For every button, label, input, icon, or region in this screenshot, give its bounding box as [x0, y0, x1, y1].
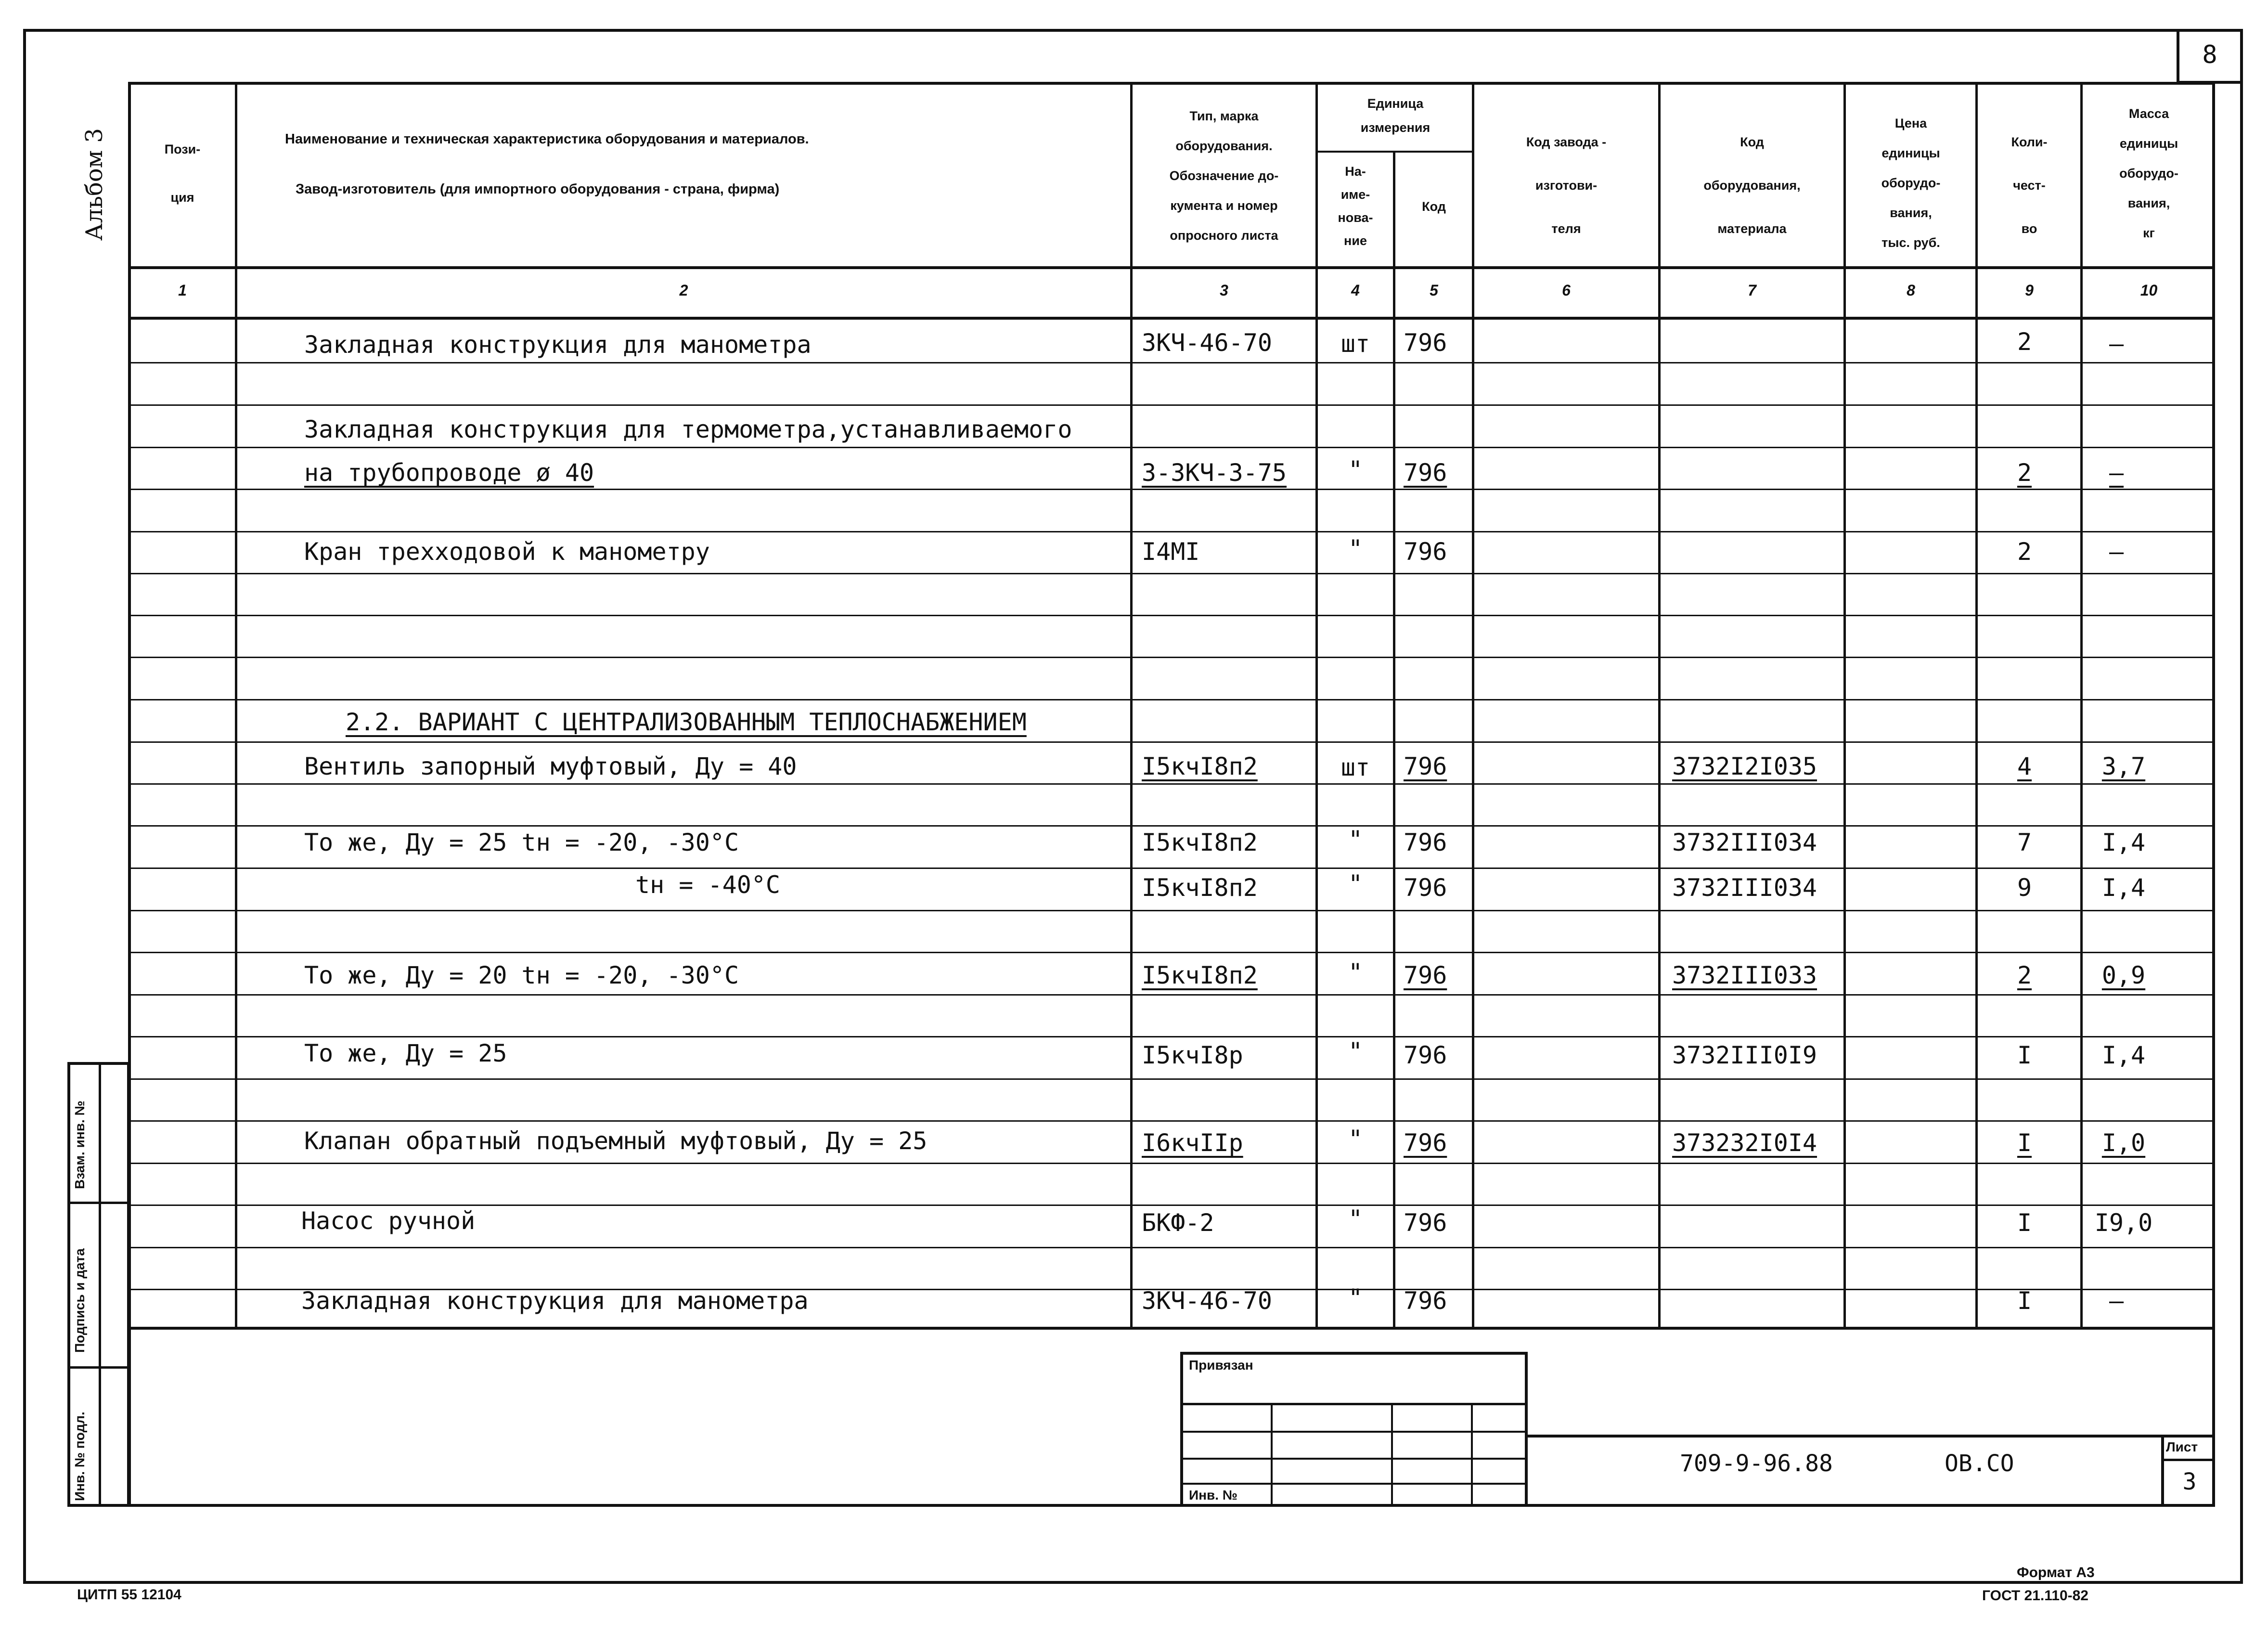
item-mass: 0,9 [2101, 961, 2146, 989]
col-number: 3 [1220, 282, 1228, 299]
item-unit-code: 796 [1404, 961, 1447, 989]
item-name: Насос ручной [301, 1207, 476, 1235]
col-number: 6 [1562, 282, 1571, 299]
item-name: Вентиль запорный муфтовый, Ду = 40 [304, 752, 797, 780]
item-unit-code: 796 [1404, 538, 1447, 566]
item-mass: – [2109, 1287, 2124, 1315]
item-qty: I [2017, 1041, 2032, 1069]
inv-no-label: Инв. № [1189, 1488, 1238, 1502]
item-type: БКФ-2 [1142, 1209, 1214, 1237]
item-material-code: 3732III034 [1672, 874, 1817, 902]
album-label: Альбом 3 [81, 128, 108, 241]
item-material-code: 3732I2I035 [1672, 752, 1817, 780]
item-mass: I,4 [2101, 1041, 2146, 1069]
col-number: 8 [1907, 282, 1915, 299]
item-unit: " [1348, 958, 1363, 986]
item-type: I5кчI8п2 [1142, 829, 1258, 856]
item-type: I4MI [1142, 538, 1200, 566]
header-unit-group: Единица измерения [1360, 96, 1430, 135]
item-name: То же, Ду = 20 tн = -20, -30°C [304, 961, 739, 989]
col-number: 7 [1748, 282, 1756, 299]
col-number: 5 [1430, 282, 1438, 299]
item-unit: шт [1340, 753, 1370, 781]
item-type: I5кчI8п2 [1142, 752, 1258, 780]
item-unit: шт [1340, 330, 1370, 358]
item-unit-code: 796 [1404, 459, 1447, 487]
item-unit: " [1348, 456, 1363, 484]
header-mass: Масса единицы оборудо- вания, кг [2119, 106, 2178, 240]
item-unit-code: 796 [1404, 874, 1447, 902]
item-type: I5кчI8р [1142, 1041, 1243, 1069]
document-suffix: ОВ.СО [1945, 1450, 2014, 1477]
item-qty: 4 [2017, 752, 2032, 780]
item-mass: I9,0 [2094, 1209, 2153, 1237]
item-material-code: 3732III0I9 [1672, 1041, 1817, 1069]
item-material-code: 373232I0I4 [1672, 1129, 1817, 1157]
item-qty: I [2017, 1287, 2032, 1315]
sheet-number-top: 8 [2202, 40, 2217, 69]
item-name: То же, Ду = 25 [304, 1039, 507, 1067]
item-name: Закладная конструкция для термометра,устанавливаемого [304, 415, 1072, 443]
item-mass: – [2109, 459, 2124, 487]
linked-label: Привязан [1189, 1358, 1253, 1373]
item-unit: " [1348, 535, 1363, 563]
item-mass: I,4 [2101, 829, 2146, 856]
item-unit: " [1348, 826, 1363, 854]
item-unit: " [1348, 1284, 1363, 1312]
footer-format: Формат А3 [2017, 1565, 2095, 1580]
header-type: Тип, марка оборудования. Обозначение до- кумента и номер опросного листа [1169, 109, 1279, 243]
item-qty: 2 [2017, 538, 2032, 566]
item-qty: 9 [2017, 874, 2032, 902]
item-mass: 3,7 [2101, 752, 2146, 780]
col-number: 2 [679, 282, 688, 299]
item-qty: 2 [2017, 328, 2032, 356]
item-name: Кран трехходовой к манометру [304, 538, 710, 566]
item-name: на трубопроводе ø 40 [304, 459, 594, 487]
item-name: То же, Ду = 25 tн = -20, -30°C [304, 829, 739, 856]
item-unit-code: 796 [1404, 752, 1447, 780]
item-unit: " [1348, 1037, 1363, 1065]
item-name: Закладная конструкция для манометра [304, 331, 812, 359]
item-qty: I [2017, 1209, 2032, 1237]
sheet-value: 3 [2182, 1468, 2197, 1495]
item-unit: " [1348, 1125, 1363, 1153]
item-unit-code: 796 [1404, 1287, 1447, 1315]
header-name-line1: Наименование и техническая характеристика оборудования и материалов. [285, 131, 809, 147]
header-unit-code: Код [1422, 199, 1446, 214]
col-number: 4 [1351, 282, 1360, 299]
item-qty: 2 [2017, 459, 2032, 487]
col-number: 9 [2025, 282, 2034, 299]
item-material-code: 3732III034 [1672, 829, 1817, 856]
item-unit-code: 796 [1404, 1129, 1447, 1157]
item-type: 3-ЗКЧ-3-75 [1142, 459, 1287, 487]
item-name: Клапан обратный подъемный муфтовый, Ду = 25 [304, 1127, 928, 1155]
col-number: 1 [178, 282, 187, 299]
side-label-inv-podl: Инв. № подл. [72, 1412, 87, 1501]
item-unit: " [1348, 870, 1363, 898]
header-material-code: Код оборудования, материала [1703, 135, 1801, 236]
item-unit-code: 796 [1404, 1209, 1447, 1237]
item-type: ЗКЧ-46-70 [1142, 329, 1272, 357]
item-type: I5кчI8п2 [1142, 874, 1258, 902]
item-name: tн = -40°C [635, 871, 781, 899]
item-mass: – [2109, 538, 2124, 566]
item-qty: 7 [2017, 829, 2032, 856]
sheet-label: Лист [2166, 1439, 2198, 1454]
item-unit-code: 796 [1404, 829, 1447, 856]
item-name: Закладная конструкция для манометра [301, 1287, 809, 1315]
header-unit-name: На- име- нова- ние [1338, 164, 1373, 248]
item-type: I5кчI8п2 [1142, 961, 1258, 989]
item-type: ЗКЧ-46-70 [1142, 1287, 1272, 1315]
header-position: Пози- ция [164, 142, 201, 205]
item-mass: I,0 [2101, 1129, 2146, 1157]
item-unit: " [1348, 1205, 1363, 1233]
item-type: I6кчIIр [1142, 1129, 1243, 1157]
item-unit-code: 796 [1404, 1041, 1447, 1069]
header-factory-code: Код завода - изготови- теля [1526, 135, 1607, 236]
item-material-code: 3732III033 [1672, 961, 1817, 989]
side-label-vzam: Взам. инв. № [72, 1101, 87, 1189]
header-quantity: Коли- чест- во [2011, 135, 2048, 236]
footer-gost: ГОСТ 21.110-82 [1982, 1588, 2088, 1604]
document-code: 709-9-96.88 [1680, 1450, 1833, 1477]
footer-left-code: ЦИТП 55 12104 [77, 1587, 181, 1603]
header-name-line2: Завод-изготовитель (для импортного оборудования - страна, фирма) [296, 181, 780, 197]
item-qty: 2 [2017, 961, 2032, 989]
side-label-podpis: Подпись и дата [72, 1248, 87, 1353]
item-unit-code: 796 [1404, 329, 1447, 357]
col-number: 10 [2140, 282, 2158, 299]
item-mass: – [2109, 330, 2124, 358]
section-heading: 2.2. ВАРИАНТ С ЦЕНТРАЛИЗОВАННЫМ ТЕПЛОСНАБЖЕНИЕМ [346, 708, 1027, 736]
item-mass: I,4 [2101, 874, 2146, 902]
header-price: Цена единицы оборудо- вания, тыс. руб. [1881, 116, 1941, 250]
item-qty: I [2017, 1129, 2032, 1157]
